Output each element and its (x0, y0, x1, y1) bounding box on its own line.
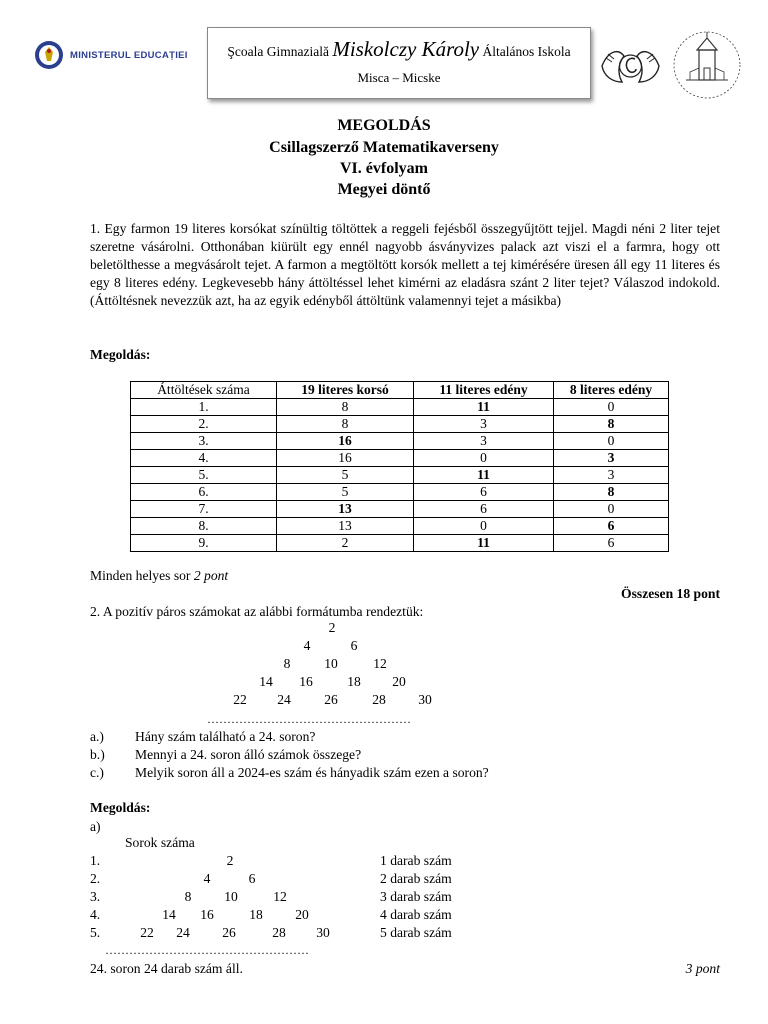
table-cell: 1. (131, 399, 277, 416)
row-value: 20 (295, 907, 309, 922)
table-cell: 9. (131, 535, 277, 552)
row-value: 4 (203, 871, 211, 886)
triangle-number: 28 (372, 692, 386, 707)
table-cell: 2 (277, 535, 414, 552)
school-prefix: Şcoala Gimnazială (227, 44, 329, 59)
table-cell: 8 (554, 484, 669, 501)
table-cell: 16 (277, 433, 414, 450)
row-value: 6 (248, 871, 256, 886)
table-cell: 16 (277, 450, 414, 467)
table-cell: 8. (131, 518, 277, 535)
table-cell: 6 (414, 501, 554, 518)
problem-1-text: 1. Egy farmon 19 literes korsókat színültig töltöttek a reggeli fejésből összegyűjtött tejjel. Magdi néni 2 liter tejet szeretne vásárolni. Otthonában kiürült egy ennél nagyobb ásványvizes palack azt viszi el a farmra, hogy ott beletölthesse a megvásárolt tejet. A farmon a megtöltött korsók mellett a tej kimérésére üresen áll egy 11 literes és egy 8 literes edény. Legkevesebb hány áttöltéssel lehet kimérni az eladásra szánt 2 liter tejet? Válaszod indokold. (Áttöltésnek nevezzük azt, ha az egyik edényből áttöltünk valamennyi tejet a másikba) (90, 221, 720, 308)
title-megoldas: MEGOLDÁS (337, 117, 431, 134)
table-cell: 11 (414, 535, 554, 552)
triangle-number: 22 (233, 692, 247, 707)
table-row (131, 433, 669, 450)
table-cell: 7. (131, 501, 277, 518)
triangle-dots: …………………………………………… (207, 712, 411, 726)
scoring-note-text: Minden helyes sor (90, 568, 191, 583)
triangle-number: 6 (350, 638, 358, 653)
part-a-points: 3 pont (685, 961, 720, 976)
table-cell: 3 (554, 467, 669, 484)
triangle-number: 26 (324, 692, 338, 707)
row-value: 18 (249, 907, 263, 922)
table-row (131, 535, 669, 552)
table-row (131, 501, 669, 518)
table-header-row (131, 382, 669, 399)
table-cell: 3. (131, 433, 277, 450)
row-value: 14 (162, 907, 176, 922)
scoring-note (90, 568, 228, 584)
table-cell: 6. (131, 484, 277, 501)
row-value: 26 (222, 925, 236, 940)
row-number: 3. (90, 889, 101, 904)
school-suffix: Általános Iskola (482, 44, 571, 59)
row-number: 4. (90, 907, 101, 922)
table-cell: 3 (554, 450, 669, 467)
table-cell: 5. (131, 467, 277, 484)
row-value: 22 (140, 925, 154, 940)
table-cell: 0 (554, 433, 669, 450)
table-cell: 2. (131, 416, 277, 433)
table-cell: 0 (414, 518, 554, 535)
row-count: 4 darab szám (380, 907, 452, 922)
table-cell: 5 (277, 484, 414, 501)
table-header: 8 literes edény (554, 382, 669, 399)
table-cell: 13 (277, 501, 414, 518)
triangle-number: 30 (418, 692, 432, 707)
title-competition: Csillagszerző Matematikaverseny (269, 139, 499, 156)
question-label: b.) (90, 747, 105, 762)
row-value: 24 (176, 925, 190, 940)
table-header: 19 literes korsó (277, 382, 414, 399)
row-value: 16 (200, 907, 214, 922)
question-text: Hány szám található a 24. soron? (135, 729, 316, 744)
table-cell: 8 (554, 416, 669, 433)
triangle-number: 20 (392, 674, 406, 689)
triangle-number: 18 (347, 674, 361, 689)
question-text: Melyik soron áll a 2024-es szám és hányadik szám ezen a soron? (135, 765, 489, 780)
table-body (131, 399, 669, 552)
table-cell: 8 (277, 416, 414, 433)
table-cell: 0 (554, 501, 669, 518)
school-seal-icon (672, 28, 742, 103)
triangle-number: 16 (299, 674, 313, 689)
table-cell: 3 (414, 416, 554, 433)
conclusion: 24. soron 24 darab szám áll. (90, 961, 243, 976)
table-cell: 6 (554, 535, 669, 552)
part-a-label: a) (90, 819, 101, 834)
school-name: Miskolczy Károly (332, 37, 480, 61)
triangle-number: 24 (277, 692, 291, 707)
table-cell: 0 (414, 450, 554, 467)
problem-1-total: Összesen 18 pont (621, 586, 720, 601)
table-cell: 5 (277, 467, 414, 484)
row-value: 2 (226, 853, 234, 868)
table-cell: 13 (277, 518, 414, 535)
question-label: a.) (90, 729, 104, 744)
row-count: 5 darab szám (380, 925, 452, 940)
row-number: 5. (90, 925, 101, 940)
row-count: 3 darab szám (380, 889, 452, 904)
problem-2-intro: 2. A pozitív páros számokat az alábbi formátumba rendeztük: (90, 604, 424, 619)
row-value: 10 (224, 889, 238, 904)
table-cell: 6 (414, 484, 554, 501)
triangle-number: 12 (373, 656, 387, 671)
table-row (131, 467, 669, 484)
triangle-number: 8 (283, 656, 291, 671)
question-item (90, 747, 361, 763)
problem-2-solution-label: Megoldás: (90, 800, 151, 815)
table-cell: 11 (414, 399, 554, 416)
table-row (131, 450, 669, 467)
row-value: 30 (316, 925, 330, 940)
row-value: 8 (184, 889, 192, 904)
triangle-number: 2 (328, 620, 336, 635)
row-number: 1. (90, 853, 101, 868)
problem-1-solution-label: Megoldás: (90, 347, 151, 362)
row-value: 28 (272, 925, 286, 940)
triangle-number: 4 (303, 638, 311, 653)
table-cell: 6 (554, 518, 669, 535)
ministry-name: MINISTERUL EDUCAȚIEI (70, 49, 188, 61)
title-round: Megyei döntő (337, 181, 431, 198)
hands-logo-icon (598, 36, 663, 96)
question-item (90, 765, 489, 781)
triangle-number: 10 (324, 656, 338, 671)
table-row (131, 484, 669, 501)
school-header-box (207, 27, 591, 99)
scoring-note-points: 2 pont (193, 568, 229, 583)
row-number: 2. (90, 871, 101, 886)
table-cell: 3 (414, 433, 554, 450)
row-count: 1 darab szám (380, 853, 452, 868)
table-header: Áttöltések száma (131, 382, 277, 399)
table-cell: 8 (277, 399, 414, 416)
question-text: Mennyi a 24. soron álló számok összege? (135, 747, 362, 762)
table-header: 11 literes edény (414, 382, 554, 399)
pouring-table (130, 381, 669, 552)
question-label: c.) (90, 765, 104, 780)
rows-header: Sorok száma (125, 835, 195, 850)
table-cell: 11 (414, 467, 554, 484)
row-value: 12 (273, 889, 287, 904)
table-row (131, 518, 669, 535)
row-count: 2 darab szám (380, 871, 452, 886)
table-row (131, 399, 669, 416)
table-cell: 4. (131, 450, 277, 467)
question-item (90, 729, 315, 745)
triangle-number: 14 (259, 674, 273, 689)
ministry-crest-icon (34, 40, 64, 70)
table-cell: 0 (554, 399, 669, 416)
table-row (131, 416, 669, 433)
ministry-logo (34, 40, 188, 70)
solution-dots: …………………………………………… (105, 943, 309, 957)
school-location: Misca – Micske (357, 70, 441, 85)
title-grade: VI. évfolyam (340, 160, 428, 177)
